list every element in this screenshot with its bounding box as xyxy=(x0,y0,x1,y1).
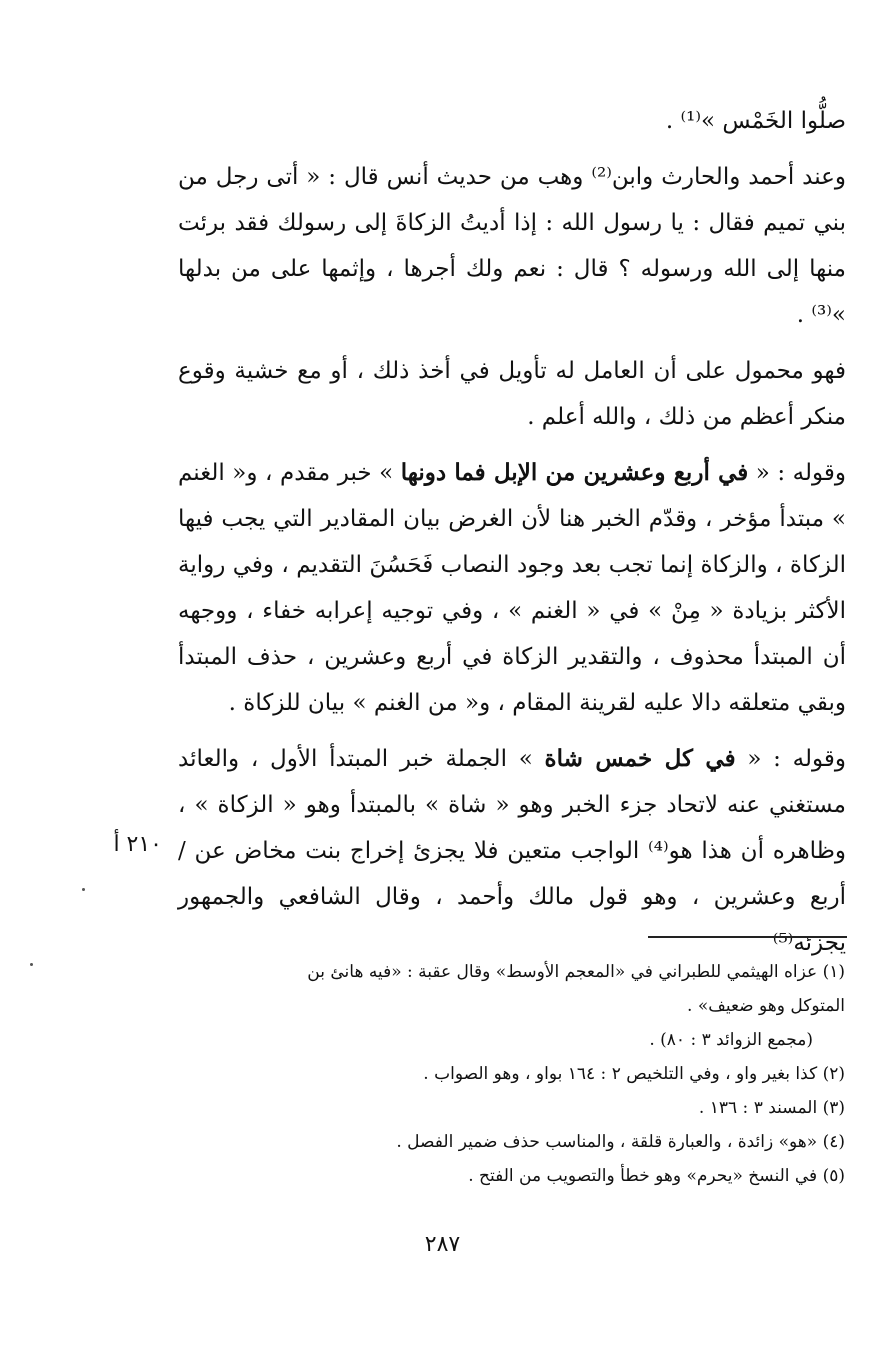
page-number: ٢٨٧ xyxy=(424,1232,461,1257)
footnote-separator xyxy=(648,936,847,938)
paragraph-4-hadith-quote: في كل خمس شاة xyxy=(544,745,736,772)
paragraph-3-lead: وقوله : « xyxy=(748,460,846,486)
scan-speck xyxy=(30,963,33,966)
footnote-1-continuation: (مجمع الزوائد ٣ : ٨٠) . xyxy=(649,1030,813,1050)
main-text xyxy=(178,98,846,966)
manuscript-folio-reference: ٢١٠ أ xyxy=(113,832,162,857)
footnote-2: (٢) كذا بغير واو ، وفي التلخيص ٢ : ١٦٤ بواو ، وهو الصواب . xyxy=(423,1064,845,1084)
footnote-1: (١) عزاه الهيثمي للطبراني في «المعجم الأوسط» وقال عقبة : «فيه هانئ بن المتوكل وهو ضعيف» . xyxy=(307,962,845,1016)
paragraph-3-hadith-quote: في أربع وعشرين من الإبل فما دونها xyxy=(400,459,749,486)
scan-speck xyxy=(82,888,85,891)
paragraph-2: فهو محمول على أن العامل له تأويل في أخذ ذلك ، أو مع خشية وقوع منكر أعظم من ذلك ، والله أعلم . xyxy=(178,358,846,430)
footnote-3: (٣) المسند ٣ : ١٣٦ . xyxy=(698,1098,845,1118)
paragraph-3-commentary: » خبر مقدم ، و« الغنم » مبتدأ مؤخر ، وقدّم الخبر هنا لأن الغرض بيان المقادير التي يجب فيها الزكاة ، والزكاة إنما تجب بعد وجود النصاب فَحَسُنَ التقديم ، وفي رواية الأكثر بزيادة « مِنْ » في « الغنم » ، وفي توجيه إعرابه خفاء ، ووجهه أن المبتدأ محذوف ، والتقدير الزكاة في أربع وعشرين ، حذف المبتدأ وبقي متعلقه دالا عليه لقرينة المقام ، و« من الغنم » بيان للزكاة . xyxy=(178,460,846,716)
footnote-4: (٤) «هو» زائدة ، والعبارة قلقة ، والمناسب حذف ضمير الفصل . xyxy=(396,1132,845,1152)
footnote-5: (٥) في النسخ «يحرم» وهو خطأ والتصويب من الفتح . xyxy=(468,1166,845,1186)
paragraph-4-commentary: » الجملة خبر المبتدأ الأول ، والعائد مستغني عنه لاتحاد جزء الخبر وهو « شاة » بالمبتدأ وهو « الزكاة » ، وظاهره أن هذا هو⁽⁴⁾ الواجب متعين فلا يجزئ إخراج بنت مخاض عن / أربع وعشرين ، وهو قول مالك وأحمد ، وقال الشافعي والجمهور يجزئه⁽⁵⁾ xyxy=(178,746,846,956)
paragraph-4-lead: وقوله : « xyxy=(735,746,846,772)
paragraph-0: صلُّوا الخَمْس »⁽¹⁾ . xyxy=(665,108,846,134)
paragraph-3 xyxy=(178,450,846,726)
paragraph-1: وعند أحمد والحارث وابن⁽²⁾ وهب من حديث أنس قال : « أتى رجل من بني تميم فقال : يا رسول الله : إذا أديتُ الزكاةَ إلى رسولك فقد برئت منها إلى الله ورسوله ؟ قال : نعم ولك أجرها ، وإثمها على من بدلها »⁽³⁾ . xyxy=(178,164,846,328)
paragraph-4 xyxy=(178,736,846,966)
footnotes xyxy=(300,955,845,1193)
